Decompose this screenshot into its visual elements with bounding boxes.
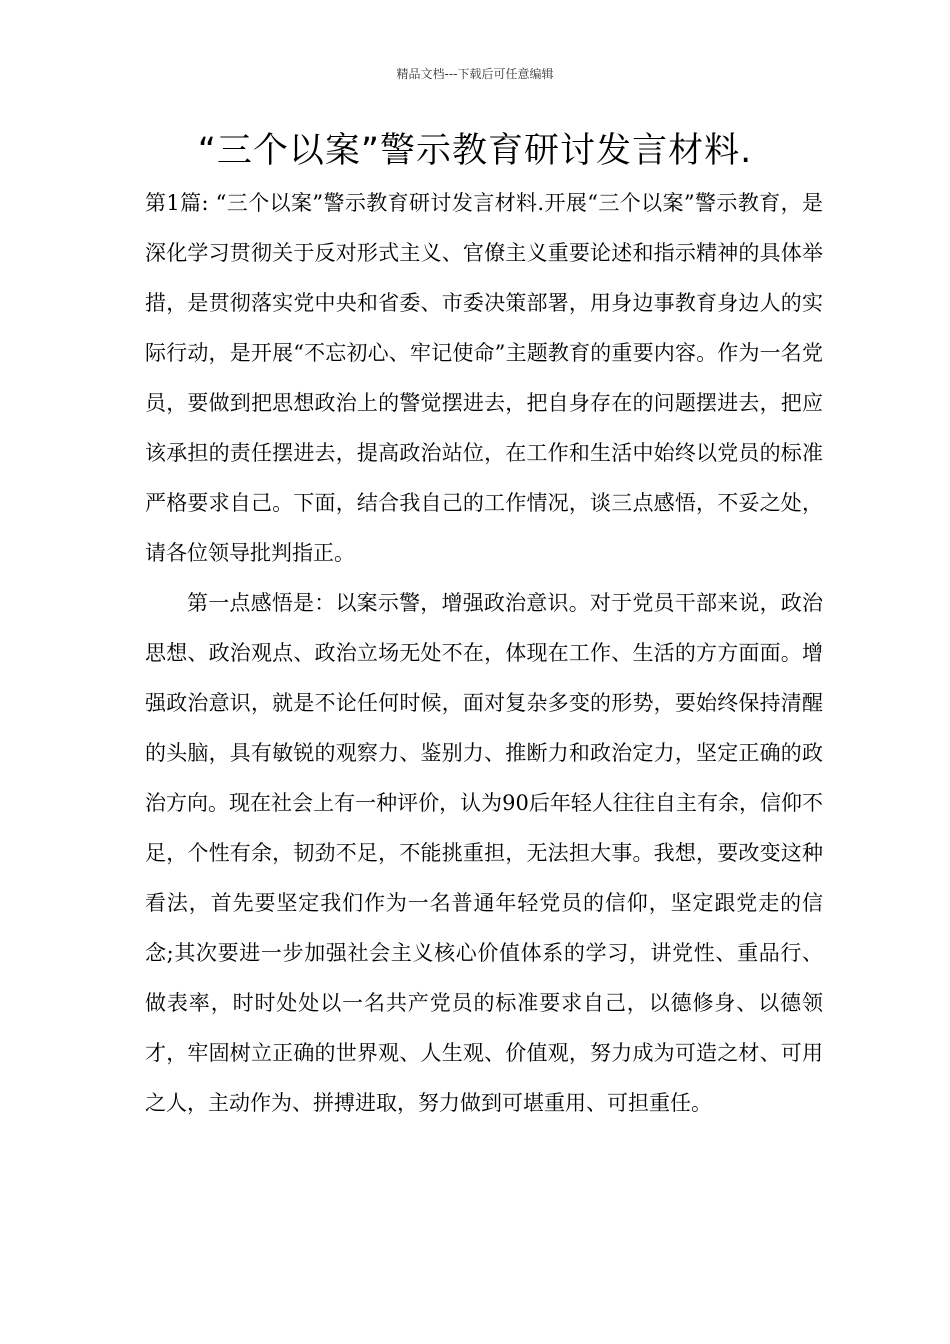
paragraph-intro: 第1篇: “三个以案”警示教育研讨发言材料.开展“三个以案”警示教育，是深化学习贯彻关于反对形式主义、官僚主义重要论述和指示精神的具体举措，是贯彻落实党中央和省委、市委决策部署，用身边事教育身边人的实际行动，是开展“不忘初心、牢记使命”主题教育的重要内容。作为一名党员，要做到把思想政治上的警觉摆进去，把自身存在的问题摆进去，把应该承担的责任摆进去，提高政治站位，在工作和生活中始终以党员的标准严格要求自己。下面，结合我自己的工作情况，谈三点感悟，不妥之处，请各位领导批判指正。 xyxy=(145,191,823,565)
document-title: “三个以案”警示教育研讨发言材料. xyxy=(197,131,753,171)
paragraph-insight-one: 第一点感悟是：以案示警，增强政治意识。对于党员干部来说，政治思想、政治观点、政治立场无处不在，体现在工作、生活的方方面面。增强政治意识，就是不论任何时候，面对复杂多变的形势，要始终保持清醒的头脑，具有敏锐的观察力、鉴别力、推断力和政治定力，坚定正确的政治方向。现在社会上有一种评价，认为90后年轻人往往自主有余，信仰不足，个性有余，韧劲不足，不能挑重担，无法担大事。我想，要改变这种看法，首先要坚定我们作为一名普通年轻党员的信仰，坚定跟党走的信念;其次要进一步加强社会主义核心价值体系的学习，讲党性、重品行、做表率，时时处处以一名共产党员的标准要求自己，以德修身、以德领才，牢固树立正确的世界观、人生观、价值观，努力成为可造之材、可用之人，主动作为、拼搏进取，努力做到可堪重用、可担重任。 xyxy=(145,591,823,1115)
document-body xyxy=(145,178,823,1128)
header-note: 精品文档---下载后可任意编辑 xyxy=(396,67,554,81)
